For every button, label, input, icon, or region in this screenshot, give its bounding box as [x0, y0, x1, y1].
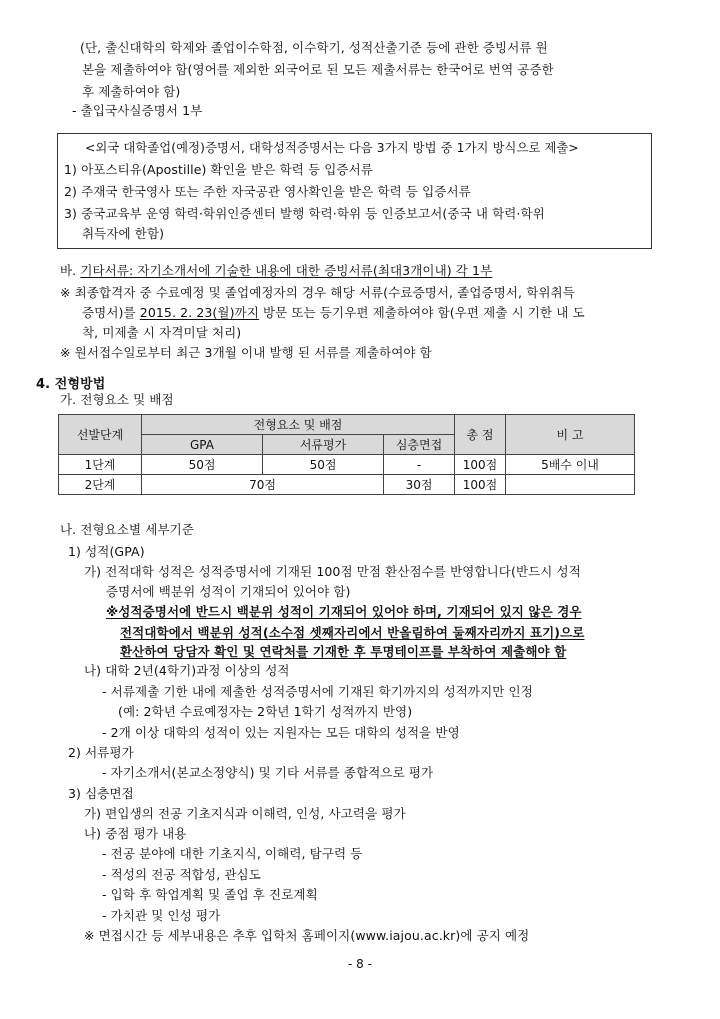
gpa-warning-text-1: ※성적증명서에 반드시 백분위 성적이 기재되어 있어야 하며, 기재되어 있지 않은 경우: [106, 604, 582, 619]
selection-table: [58, 414, 635, 495]
gpa-warning-line-1: [106, 604, 582, 620]
section-title: 4. 전형방법: [36, 377, 106, 392]
interview-b: 나) 중점 평가 내용: [84, 826, 187, 841]
other-docs-text: 기타서류: 자기소개서에 기술한 내용에 대한 증빙서류(최대3개이내) 각 1부: [80, 263, 493, 278]
note1-date: 2015. 2. 23(월)까지: [139, 305, 259, 320]
note2-line: ※ 원서접수일로부터 최근 3개월 이내 발행 된 서류를 제출하여야 함: [60, 345, 432, 360]
box-item-1: 1) 아포스티유(Apostille) 확인을 받은 학력 등 입증서류: [64, 162, 373, 177]
th-interview: 심층면접: [384, 435, 455, 455]
docs-title: 2) 서류평가: [68, 745, 134, 760]
cell-interview: -: [384, 455, 455, 475]
interview-b-item-1: - 전공 분야에 대한 기초지식, 이해력, 탐구력 등: [102, 846, 363, 861]
sub-heading-b: 나. 전형요소별 세부기준: [60, 522, 194, 537]
interview-a: 가) 편입생의 전공 기초지식과 이해력, 인성, 사고력을 평가: [84, 806, 406, 821]
cell-stage: 2단계: [59, 475, 142, 495]
gpa-b-item-2: - 2개 이상 대학의 성적이 있는 지원자는 모든 대학의 성적을 반영: [102, 725, 460, 740]
gpa-warning-line-3: [120, 644, 566, 660]
intro-line-4: - 출입국사실증명서 1부: [72, 103, 203, 118]
interview-b-item-3: - 입학 후 학업계획 및 졸업 후 진로계획: [102, 887, 318, 902]
interview-b-item-4: - 가치관 및 인성 평가: [102, 908, 221, 923]
other-docs-prefix: 바.: [60, 263, 81, 278]
th-docs: 서류평가: [263, 435, 384, 455]
note1-line-2: [82, 305, 585, 321]
note1-pre: 증명서)를: [82, 305, 140, 320]
gpa-b-item-1-example: (예: 2학년 수료예정자는 2학년 1학기 성적까지 반영): [118, 704, 413, 719]
cell-gpa: 50점: [142, 455, 263, 475]
gpa-b-title: 나) 대학 2년(4학기)과정 이상의 성적: [84, 663, 290, 678]
interview-b-item-2: - 적성의 전공 적합성, 관심도: [102, 867, 261, 882]
interview-note: ※ 면접시간 등 세부내용은 추후 입학처 홈페이지(www.iajou.ac.kr)에 공지 예정: [84, 928, 530, 943]
gpa-a-line-2: 증명서에 백분위 성적이 기재되어 있어야 함): [106, 584, 351, 599]
box-item-3-cont: 취득자에 한함): [82, 226, 165, 241]
box-item-3: 3) 중국교육부 운영 학력·학위인증센터 발행 학력·학위 등 인증보고서(중국 내 학력·학위: [64, 206, 545, 221]
other-docs-line: [60, 263, 492, 279]
th-note: 비 고: [506, 415, 635, 455]
sub-heading-a: 가. 전형요소 및 배점: [60, 392, 174, 407]
cell-gpa-docs: 70점: [142, 475, 384, 495]
cell-stage: 1단계: [59, 455, 142, 475]
gpa-b-item-1: - 서류제출 기한 내에 제출한 성적증명서에 기재된 학기까지의 성적까지만 인정: [102, 684, 533, 699]
note1-line-3: 착, 미제출 시 자격미달 처리): [82, 325, 242, 340]
intro-line-1: (단, 출신대학의 학제와 졸업이수학점, 이수학기, 성적산출기준 등에 관한 증빙서류 원: [80, 40, 548, 55]
cell-interview: 30점: [384, 475, 455, 495]
cell-note: [506, 475, 635, 495]
note1-line-1: ※ 최종합격자 중 수료예정 및 졸업예정자의 경우 해당 서류(수료증명서, 졸업증명서, 학위취득: [60, 285, 575, 300]
table-row: [59, 475, 635, 495]
box-item-2: 2) 주재국 한국영사 또는 주한 자국공관 영사확인을 받은 학력 등 입증서류: [64, 184, 471, 199]
page-number: - 8 -: [348, 957, 372, 971]
th-gpa: GPA: [142, 435, 263, 455]
th-elements: 전형요소 및 배점: [142, 415, 455, 435]
table-row: [59, 455, 635, 475]
cell-docs: 50점: [263, 455, 384, 475]
intro-line-3: 후 제출하여야 함): [82, 84, 181, 99]
docs-item-1: - 자기소개서(본교소정양식) 및 기타 서류를 종합적으로 평가: [102, 765, 434, 780]
box-title: <외국 대학졸업(예정)증명서, 대학성적증명서는 다음 3가지 방법 중 1가지 방식으로 제출>: [85, 141, 579, 155]
th-total: 총 점: [455, 415, 506, 455]
note1-post: 방문 또는 등기우편 제출하여야 함(우편 제출 시 기한 내 도: [258, 305, 585, 320]
cell-note: 5배수 이내: [506, 455, 635, 475]
interview-title: 3) 심층면접: [68, 786, 134, 801]
gpa-title: 1) 성적(GPA): [68, 544, 145, 559]
cell-total: 100점: [455, 455, 506, 475]
gpa-warning-text-3: 환산하여 당담자 확인 및 연락처를 기재한 후 투명테이프를 부착하여 제출해야 함: [120, 644, 567, 659]
gpa-warning-text-2: 전적대학에서 백분위 성적(소수점 셋째자리에서 반올림하여 둘째자리까지 표기)으로: [120, 625, 585, 640]
gpa-warning-line-2: [120, 625, 584, 641]
intro-line-2: 본을 제출하여야 함(영어를 제외한 외국어로 된 모든 제출서류는 한국어로 번역 공증한: [82, 62, 554, 77]
gpa-a-line-1: 가) 전적대학 성적은 성적증명서에 기재된 100점 만점 환산점수를 반영합니다(반드시 성적: [84, 564, 581, 579]
th-stage: 선발단계: [59, 415, 142, 455]
cell-total: 100점: [455, 475, 506, 495]
